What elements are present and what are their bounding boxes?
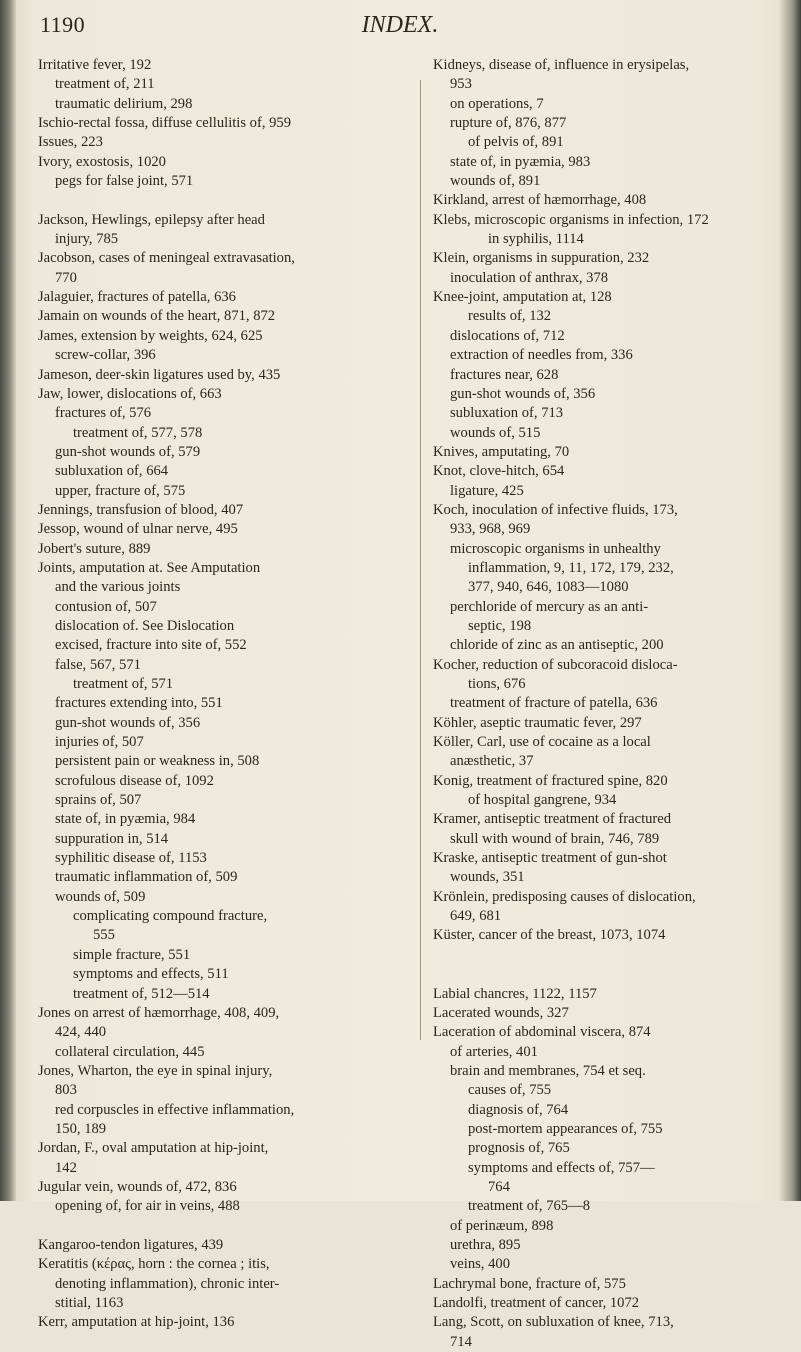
index-entry: Jamain on wounds of the heart, 871, 872: [38, 308, 276, 325]
index-subentry: upper, fracture of, 575: [55, 482, 186, 499]
index-subentry: excised, fracture into site of, 552: [55, 637, 247, 654]
index-subentry: false, 567, 571: [55, 656, 141, 673]
index-subentry: extraction of needles from, 336: [450, 347, 633, 364]
index-subentry: state of, in pyæmia, 984: [55, 811, 196, 828]
index-subentry: 803: [55, 1082, 77, 1099]
index-subentry: 142: [55, 1159, 77, 1176]
index-subentry: skull with wound of brain, 746, 789: [450, 830, 660, 847]
index-subentry: subluxation of, 713: [450, 405, 564, 422]
index-entry: Knives, amputating, 70: [433, 443, 570, 460]
page-number: 1190: [40, 12, 86, 37]
entry-spacer: [38, 191, 410, 210]
index-entry: Labial chancres, 1122, 1157: [433, 985, 597, 1002]
index-subentry: inoculation of anthrax, 378: [450, 269, 609, 286]
index-subentry: treatment of fracture of patella, 636: [450, 695, 658, 712]
index-entry: Ischio-rectal fossa, diffuse cellulitis of, 959: [38, 115, 292, 132]
index-entry: Klebs, microscopic organisms in infection, 172: [433, 211, 709, 228]
index-subentry: wounds of, 509: [55, 888, 146, 905]
index-subentry: treatment of, 577, 578: [73, 424, 203, 441]
index-subentry: treatment of, 211: [55, 76, 155, 93]
index-entry: Joints, amputation at. See Amputation: [38, 559, 261, 576]
index-subentry: treatment of, 765—8: [468, 1198, 590, 1215]
index-subentry: 953: [450, 76, 472, 93]
index-subentry: wounds of, 891: [450, 173, 541, 190]
book-binding-left: [0, 0, 16, 1201]
index-entry: Lacerated wounds, 327: [433, 1004, 569, 1021]
index-subentry: 424, 440: [55, 1024, 107, 1041]
index-subentry: in syphilis, 1114: [488, 231, 584, 248]
index-subentry: 933, 968, 969: [450, 521, 531, 538]
index-subentry: injuries of, 507: [55, 734, 144, 751]
index-subentry: syphilitic disease of, 1153: [55, 850, 207, 867]
index-subentry: wounds of, 515: [450, 424, 541, 441]
index-entry: Jameson, deer-skin ligatures used by, 435: [38, 366, 281, 383]
index-entry: Jones, Wharton, the eye in spinal injury,: [38, 1062, 273, 1079]
index-column-right: [433, 56, 785, 1352]
index-subentry: veins, 400: [450, 1256, 510, 1273]
index-entry: Lachrymal bone, fracture of, 575: [433, 1275, 626, 1292]
index-subentry: red corpuscles in effective inflammation,: [55, 1101, 295, 1118]
index-entry: Kraske, antiseptic treatment of gun-shot: [433, 850, 667, 867]
index-subentry: diagnosis of, 764: [468, 1101, 569, 1118]
index-entry: Küster, cancer of the breast, 1073, 1074: [433, 927, 666, 944]
index-subentry: perchloride of mercury as an anti-: [450, 598, 649, 615]
index-subentry: septic, 198: [468, 617, 532, 634]
index-subentry: suppuration in, 514: [55, 830, 169, 847]
index-entry: Knee-joint, amputation at, 128: [433, 289, 612, 306]
index-entry: Jessop, wound of ulnar nerve, 495: [38, 521, 238, 538]
index-subentry: prognosis of, 765: [468, 1140, 570, 1157]
index-entry: Issues, 223: [38, 134, 103, 151]
index-entry: Laceration of abdominal viscera, 874: [433, 1024, 651, 1041]
index-entry: Jacobson, cases of meningeal extravasation,: [38, 250, 295, 267]
index-subentry: of perinæum, 898: [450, 1217, 554, 1234]
index-subentry: symptoms and effects of, 757—: [468, 1159, 655, 1176]
index-entry: Kidneys, disease of, influence in erysipelas,: [433, 57, 690, 73]
index-subentry: fractures extending into, 551: [55, 695, 223, 712]
index-subentry: wounds, 351: [450, 869, 525, 886]
index-column-left: [38, 56, 410, 1333]
index-entry: Kerr, amputation at hip-joint, 136: [38, 1314, 235, 1331]
index-subentry: gun-shot wounds of, 356: [450, 385, 596, 402]
index-subentry: treatment of, 512—514: [73, 985, 210, 1002]
index-entry: Jobert's suture, 889: [38, 540, 151, 557]
index-entry: Landolfi, treatment of cancer, 1072: [433, 1295, 640, 1311]
index-subentry: microscopic organisms in unhealthy: [450, 540, 661, 557]
index-subentry: 764: [488, 1178, 510, 1195]
index-subentry: symptoms and effects, 511: [73, 966, 229, 983]
index-subentry: sprains of, 507: [55, 792, 142, 809]
index-subentry: persistent pain or weakness in, 508: [55, 753, 260, 770]
index-subentry: post-mortem appearances of, 755: [468, 1120, 663, 1137]
index-entry: Jalaguier, fractures of patella, 636: [38, 289, 236, 306]
index-entry: Jennings, transfusion of blood, 407: [38, 501, 244, 518]
index-entry: Kramer, antiseptic treatment of fractured: [433, 811, 672, 828]
index-subentry: anæsthetic, 37: [450, 753, 534, 770]
index-subentry: on operations, 7: [450, 95, 544, 112]
index-entry: Irritative fever, 192: [38, 57, 152, 73]
index-entry: Koch, inoculation of infective fluids, 173,: [433, 501, 678, 518]
index-entry: Konig, treatment of fractured spine, 820: [433, 772, 668, 789]
entry-spacer: [433, 965, 785, 984]
index-entry: Kangaroo-tendon ligatures, 439: [38, 1236, 224, 1253]
index-subentry: chloride of zinc as an antiseptic, 200: [450, 637, 664, 654]
index-subentry: opening of, for air in veins, 488: [55, 1198, 240, 1215]
index-subentry: 770: [55, 269, 77, 286]
index-subentry: traumatic delirium, 298: [55, 95, 193, 112]
index-subentry: collateral circulation, 445: [55, 1043, 205, 1060]
entry-spacer: [433, 946, 785, 965]
index-subentry: causes of, 755: [468, 1082, 552, 1099]
index-subentry: urethra, 895: [450, 1236, 521, 1253]
index-subentry: of hospital gangrene, 934: [468, 792, 617, 809]
index-subentry: gun-shot wounds of, 356: [55, 714, 201, 731]
index-subentry: fractures near, 628: [450, 366, 559, 383]
index-subentry: 555: [93, 927, 115, 944]
index-subentry: of pelvis of, 891: [468, 134, 564, 151]
index-subentry: rupture of, 876, 877: [450, 115, 567, 132]
index-subentry: ligature, 425: [450, 482, 524, 499]
index-entry: Knot, clove-hitch, 654: [433, 463, 565, 480]
index-subentry: screw-collar, 396: [55, 347, 156, 364]
index-subentry: subluxation of, 664: [55, 463, 169, 480]
index-subentry: results of, 132: [468, 308, 552, 325]
index-subentry: and the various joints: [55, 579, 181, 596]
index-entry: Köller, Carl, use of cocaine as a local: [433, 734, 651, 751]
index-subentry: of arteries, 401: [450, 1043, 538, 1060]
index-subentry: complicating compound fracture,: [73, 908, 268, 925]
running-head: INDEX.: [361, 12, 439, 38]
index-subentry: traumatic inflammation of, 509: [55, 869, 238, 886]
index-subentry: dislocations of, 712: [450, 327, 565, 344]
index-entry: Krönlein, predisposing causes of dislocation,: [433, 888, 696, 905]
index-entry: Jones on arrest of hæmorrhage, 408, 409,: [38, 1004, 280, 1021]
index-entry: Kocher, reduction of subcoracoid disloca-: [433, 656, 678, 673]
index-entry: Jordan, F., oval amputation at hip-joint,: [38, 1140, 269, 1157]
index-entry: Keratitis (κέρας, horn : the cornea ; itis,: [38, 1256, 270, 1273]
index-subentry: gun-shot wounds of, 579: [55, 443, 201, 460]
index-entry: Lang, Scott, on subluxation of knee, 713,: [433, 1314, 674, 1331]
index-subentry: brain and membranes, 754 et seq.: [450, 1062, 646, 1079]
index-entry: Jackson, Hewlings, epilepsy after head: [38, 211, 265, 228]
index-subentry: stitial, 1163: [55, 1295, 124, 1311]
index-subentry: 377, 940, 646, 1083—1080: [468, 579, 629, 596]
index-entry: Jaw, lower, dislocations of, 663: [38, 385, 222, 402]
index-subentry: state of, in pyæmia, 983: [450, 153, 591, 170]
index-subentry: scrofulous disease of, 1092: [55, 772, 214, 789]
index-subentry: pegs for false joint, 571: [55, 173, 194, 190]
index-subentry: fractures of, 576: [55, 405, 152, 422]
index-entry: Jugular vein, wounds of, 472, 836: [38, 1178, 237, 1195]
index-entry: Ivory, exostosis, 1020: [38, 153, 166, 170]
column-divider: [420, 80, 421, 1040]
index-subentry: dislocation of. See Dislocation: [55, 617, 235, 634]
index-subentry: injury, 785: [55, 231, 119, 248]
index-subentry: treatment of, 571: [73, 676, 174, 692]
index-subentry: 649, 681: [450, 908, 502, 925]
index-entry: Kirkland, arrest of hæmorrhage, 408: [433, 192, 647, 209]
index-subentry: 714: [450, 1333, 472, 1350]
index-subentry: contusion of, 507: [55, 598, 157, 615]
index-subentry: 150, 189: [55, 1120, 107, 1137]
index-subentry: tions, 676: [468, 676, 526, 692]
index-subentry: denoting inflammation), chronic inter-: [55, 1275, 280, 1292]
index-entry: Köhler, aseptic traumatic fever, 297: [433, 714, 642, 731]
index-entry: Klein, organisms in suppuration, 232: [433, 250, 650, 267]
index-entry: James, extension by weights, 624, 625: [38, 327, 263, 344]
entry-spacer: [38, 1217, 410, 1236]
index-subentry: inflammation, 9, 11, 172, 179, 232,: [468, 559, 674, 576]
index-subentry: simple fracture, 551: [73, 946, 191, 963]
